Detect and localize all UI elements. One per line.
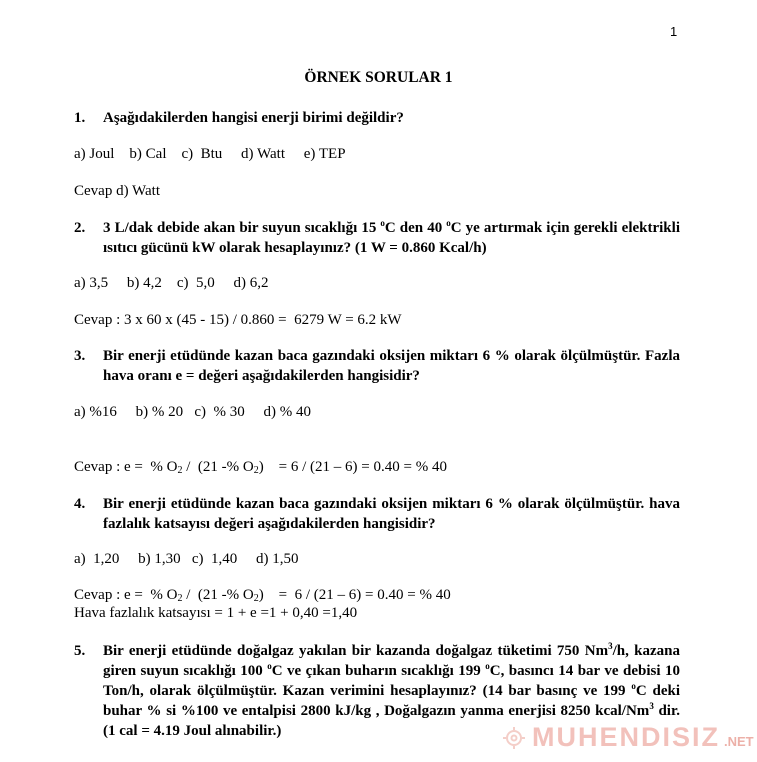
question-4 (74, 494, 680, 534)
page-number: 1 (670, 24, 678, 39)
page-title: ÖRNEK SORULAR 1 (304, 69, 453, 86)
question-2 (74, 218, 680, 258)
question-text: Bir enerji etüdünde kazan baca gazındaki oksijen miktarı 6 % olarak ölçülmüştür. Fazla hava oranı e = değeri aşağıdakilerden hangisidir? (103, 348, 680, 384)
watermark-domain: .NET (724, 734, 754, 749)
question-4-extra: Hava fazlalık katsayısı = 1 + e =1 + 0,40 =1,40 (74, 605, 358, 621)
question-number: 4. (74, 496, 86, 512)
watermark-logo (502, 716, 757, 756)
watermark-text: MUHENDISIZ (532, 722, 720, 752)
question-number: 5. (74, 643, 86, 659)
question-1 (74, 108, 680, 128)
gear-icon (503, 727, 525, 749)
question-number: 2. (74, 220, 86, 236)
question-1-options: a) Joul b) Cal c) Btu d) Watt e) TEP (74, 146, 346, 162)
question-text: Aşağıdakilerden hangisi enerji birimi değildir? (103, 110, 404, 126)
question-text: Bir enerji etüdünde kazan baca gazındaki oksijen miktarı 6 % olarak ölçülmüştür. hava fazlalık katsayısı değeri aşağıdakilerden hangisidir? (103, 496, 680, 532)
question-number: 1. (74, 110, 86, 126)
question-1-answer: Cevap d) Watt (74, 183, 160, 199)
question-3-options: a) %16 b) % 20 c) % 30 d) % 40 (74, 404, 312, 420)
question-text: 3 L/dak debide akan bir suyun sıcaklığı 15 $^o$C den 40 $^o$C ye artırmak için gerekli elektrikli ısıtıcı gücünü kW olarak hesaplayınız? (1 W = 0.860 Kcal/h) (103, 218, 680, 256)
question-3-answer: Cevap : e = % $O_2 / (21$ -% $O_2$) = 6 / (21 – 6) = 0.40 = % 40 (74, 459, 447, 476)
question-4-answer: Cevap : e = % $O_2 / (21$ -% $O_2$) = 6 / (21 – 6) = 0.40 = % 40 (74, 587, 451, 604)
question-text: Bir enerji etüdünde doğalgaz yakılan bir kazanda doğalgaz tüketimi 750 Nm$^3$/h, kazana giren suyun sıcaklığı 100 $^o$C ve çıkan buharın sıcaklığı 199 $^o$C, basıncı 14 bar ve debisi 10 Ton/h, olarak ölçülmüştür. Kazan verimini hesaplayınız? (14 bar basınç ve 199 $^o$C deki buhar % si %100 ve entalpisi 2800 kJ/kg , Doğalgazın yanma enerjisi 8250 kcal/Nm$^3$ dir. (1 cal = 4.19 Joul alınabilir.) (103, 641, 681, 739)
question-4-options: a) 1,20 b) 1,30 c) 1,40 d) 1,50 (74, 551, 299, 567)
question-number: 3. (74, 348, 86, 364)
question-2-answer: Cevap : 3 x 60 x (45 - 15) / 0.860 = 6279 W = 6.2 kW (74, 312, 402, 328)
question-2-options: a) 3,5 b) 4,2 c) 5,0 d) 6,2 (74, 275, 269, 291)
question-3 (74, 346, 680, 386)
